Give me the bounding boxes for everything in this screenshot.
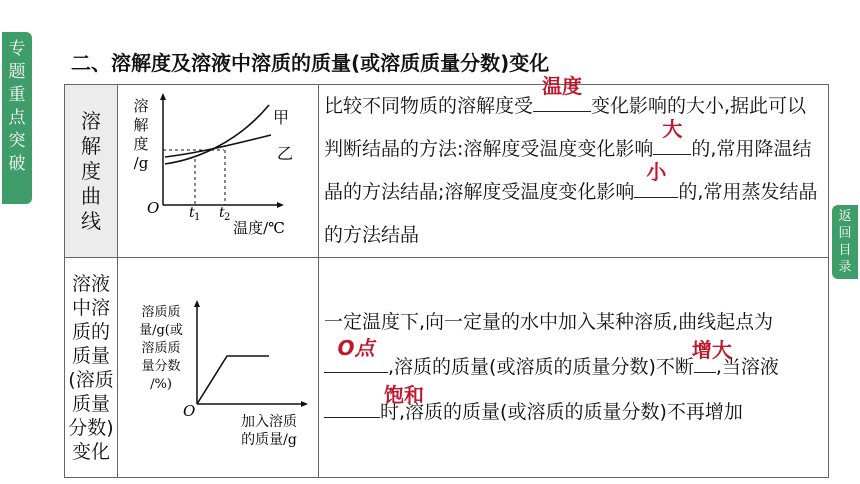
desc-text: 比较不同物质的溶解度受 <box>324 95 534 117</box>
curve-label-yi: 乙 <box>277 144 294 163</box>
desc-text: 变化影响的大小,据此可以判断结晶的方法:溶解度受温度变化影响 <box>324 95 807 160</box>
table-row <box>65 258 829 478</box>
answer-text: O点 <box>337 336 375 360</box>
desc-text: ,溶质的质量(或溶质的质量分数)不断 <box>388 356 694 378</box>
side-tab-char: 题 <box>8 62 26 82</box>
desc-text: 时,溶质的质量(或溶质的质量分数)不再增加 <box>380 401 743 423</box>
return-tab-char: 目 <box>838 243 852 258</box>
y-label-line: /g <box>133 154 149 172</box>
desc-text: 的,常用降温结晶的方法结晶;溶解度受温度变化影响 <box>324 138 812 203</box>
y-label-line: 解 <box>133 116 149 134</box>
y-axis-arrow <box>194 300 200 307</box>
return-tab-char: 录 <box>838 260 852 275</box>
y-label-line: 量/g(或 <box>139 322 183 338</box>
y-label-line: 溶 <box>133 97 149 115</box>
section-title: 二、溶解度及溶液中溶质的质量(或溶质质量分数)变化 <box>71 51 550 75</box>
answer-blank[interactable] <box>533 74 591 112</box>
y-label-line: 度 <box>133 135 149 153</box>
desc-text: ,当溶液 <box>715 356 779 378</box>
y-label-line: /%) <box>150 376 172 392</box>
origin-label: O <box>183 401 196 420</box>
y-axis-arrow <box>160 93 166 100</box>
solubility-curve-svg <box>119 89 317 249</box>
x-label-line: 加入溶质 <box>241 413 297 430</box>
solute-mass-graph <box>118 258 319 478</box>
row-label: 溶液中溶质的质量(溶质质量分数)变化 <box>68 272 114 463</box>
x-axis-arrow <box>301 401 308 407</box>
side-tab-char: 突 <box>8 131 26 151</box>
x-label-line: 的质量/g <box>241 431 297 448</box>
solute-mass-curve <box>197 356 269 404</box>
y-label-line: 溶质质 <box>141 340 181 356</box>
side-tab-char: 专 <box>8 39 26 59</box>
row-label: 溶解度曲线 <box>81 108 101 233</box>
x-axis-arrow <box>277 202 284 208</box>
answer-blank[interactable] <box>634 160 678 198</box>
solubility-curve-graph <box>118 85 319 258</box>
table-row <box>65 85 829 258</box>
solute-mass-description <box>319 258 829 478</box>
solute-mass-svg <box>119 266 317 466</box>
answer-text: 大 <box>662 117 683 141</box>
origin-label: O <box>147 199 160 217</box>
answer-text: 饱和 <box>384 383 424 407</box>
tick-sub-t2: 2 <box>224 212 231 223</box>
answer-text: 小 <box>646 160 667 184</box>
tick-label-t2: t <box>219 205 225 221</box>
side-tab-char: 点 <box>8 108 26 128</box>
answer-blank[interactable] <box>324 383 424 418</box>
side-tab-topic[interactable] <box>2 32 32 204</box>
return-tab-char: 返 <box>838 209 852 224</box>
desc-text: 的,常用蒸发结晶的方法结晶 <box>324 181 818 246</box>
x-label: 温度/℃ <box>233 219 285 237</box>
side-tab-char: 重 <box>8 85 26 105</box>
row-label-cell <box>65 85 118 258</box>
desc-text: 一定温度下,向一定量的水中加入某种溶质,曲线起点为 <box>324 311 774 333</box>
curve-label-jia: 甲 <box>273 108 290 127</box>
answer-blank[interactable] <box>691 338 732 373</box>
summary-table <box>64 74 829 478</box>
side-tab-char: 破 <box>8 154 26 174</box>
answer-blank[interactable] <box>324 336 388 373</box>
solubility-description <box>319 74 829 258</box>
row-label-cell <box>65 258 118 478</box>
tick-sub-t1: 1 <box>194 212 201 223</box>
y-label-line: 溶质质 <box>141 304 181 320</box>
tick-label-t1: t <box>189 205 195 221</box>
answer-text: 温度 <box>542 74 583 98</box>
answer-text: 增大 <box>691 338 732 362</box>
return-tab-char: 回 <box>838 226 852 241</box>
y-label-line: 量分数 <box>141 358 181 374</box>
return-to-contents-button[interactable] <box>832 205 858 279</box>
